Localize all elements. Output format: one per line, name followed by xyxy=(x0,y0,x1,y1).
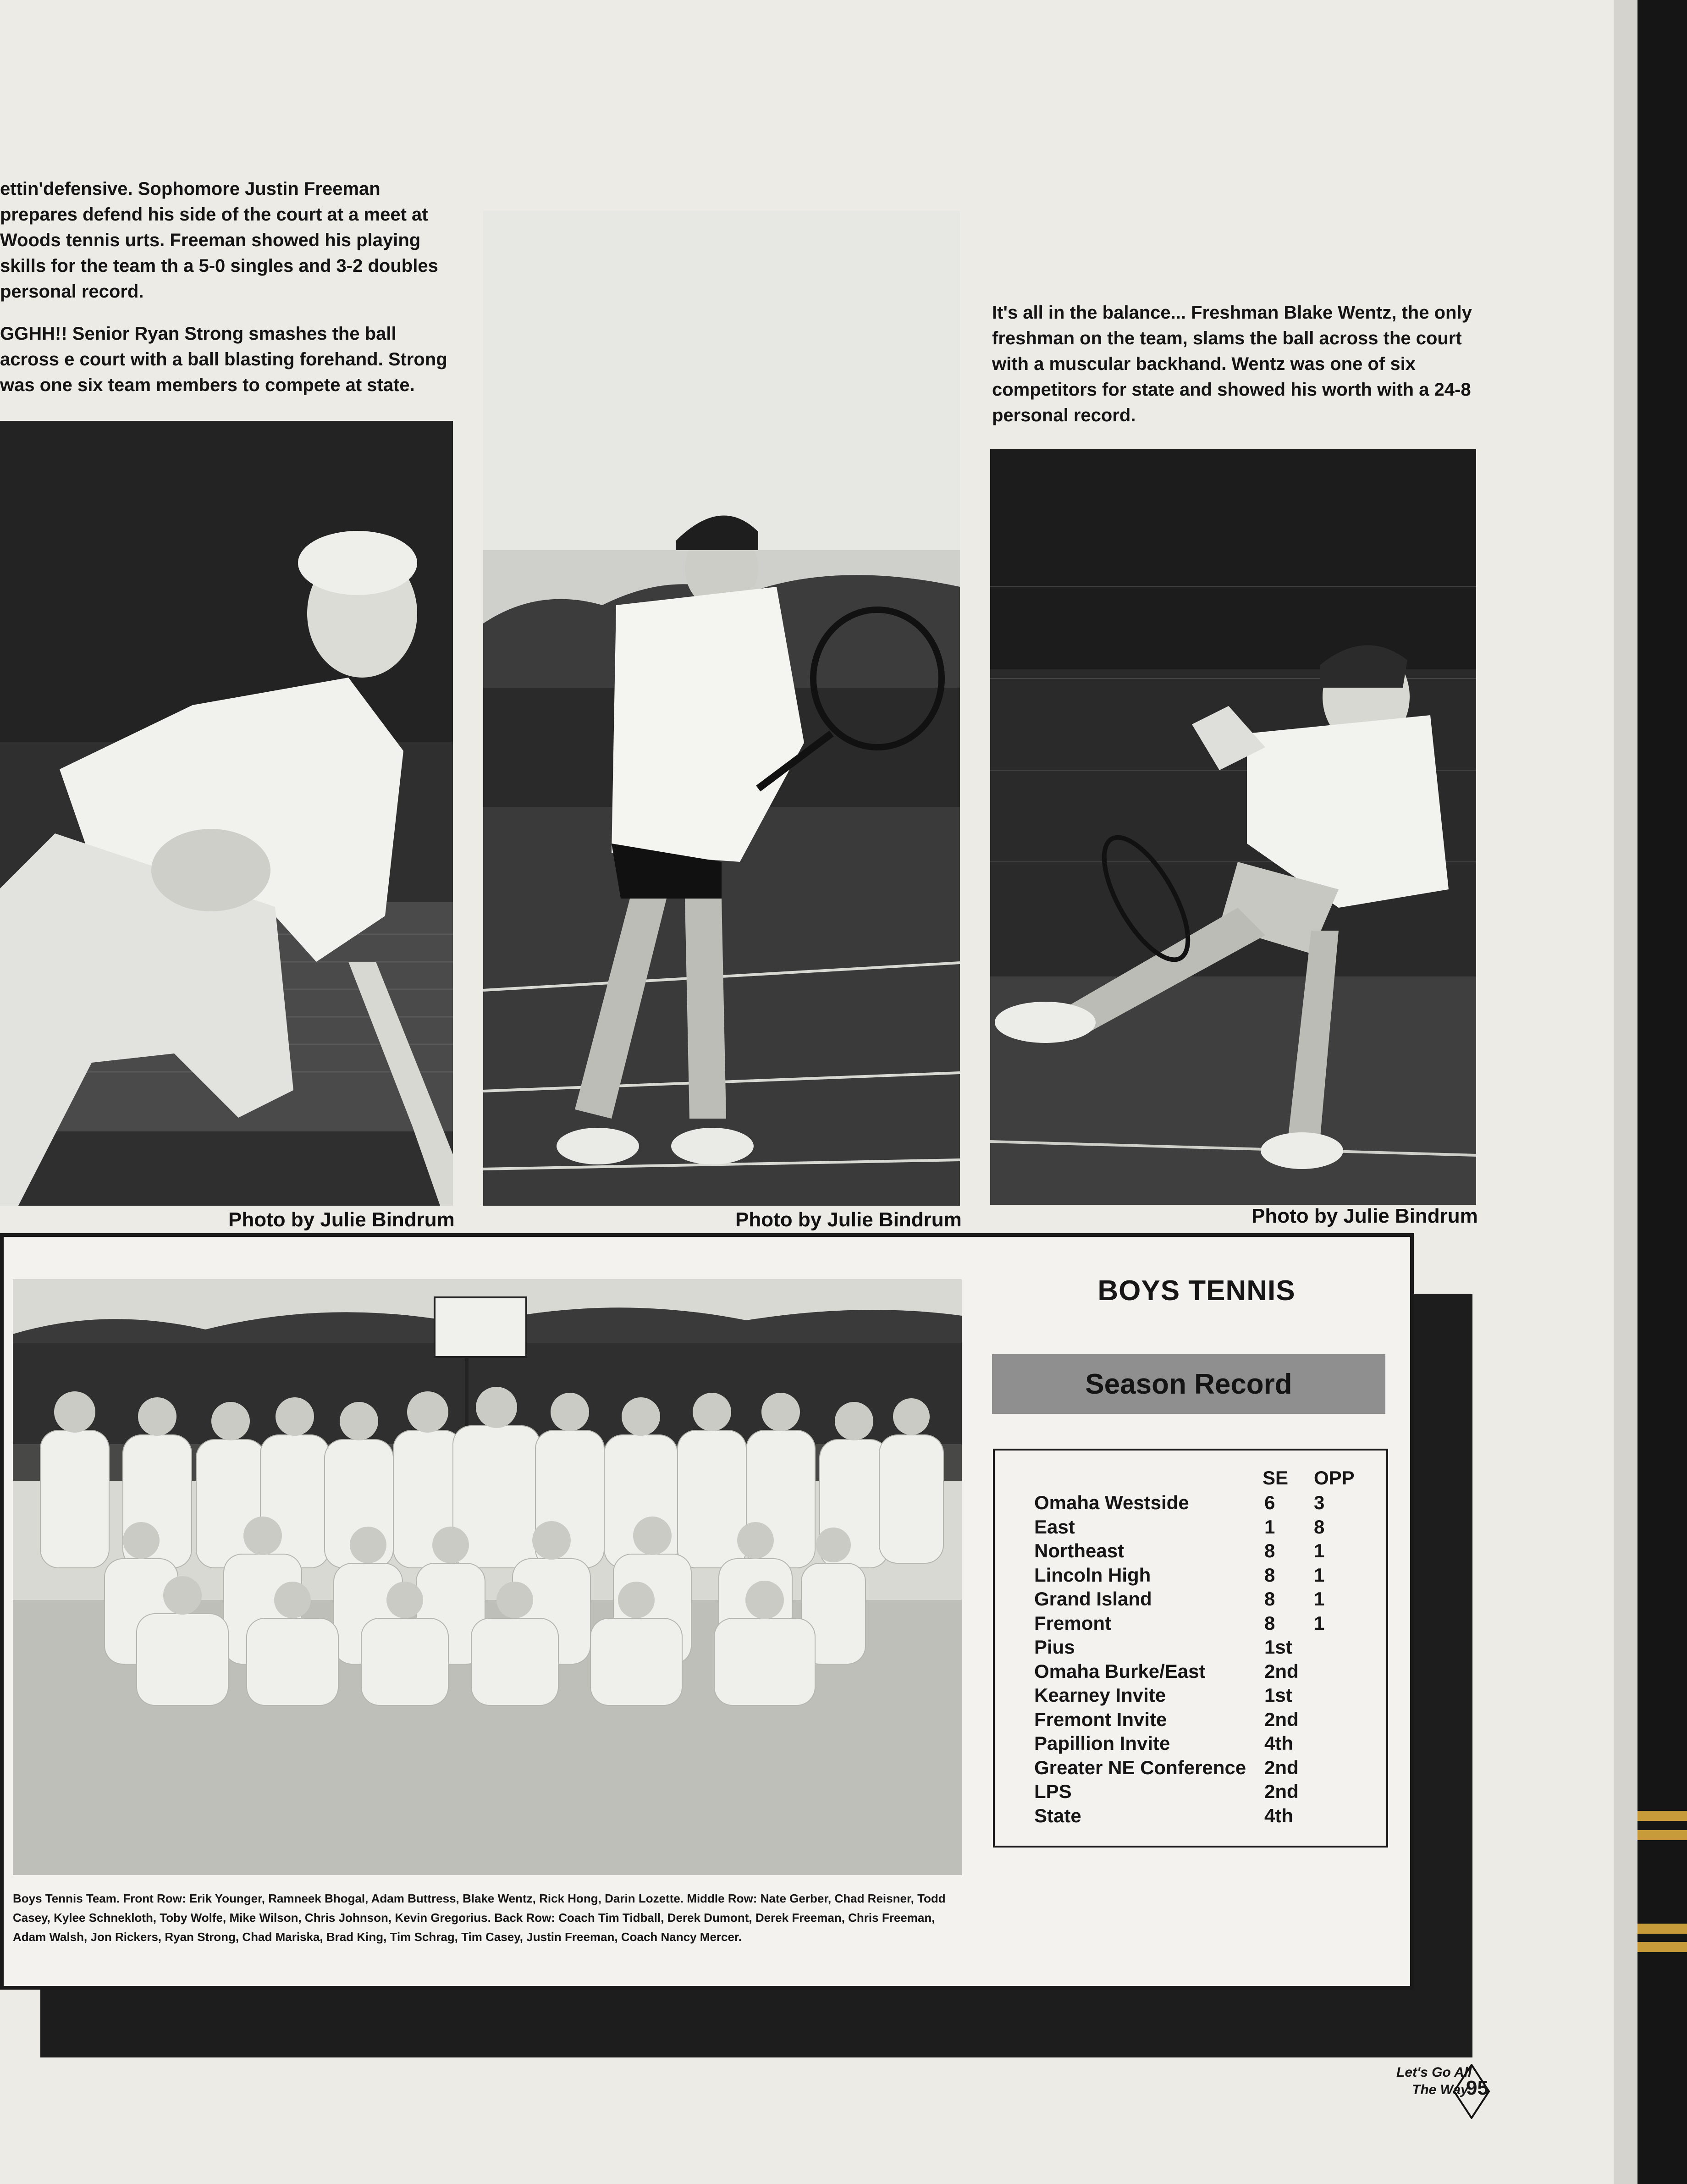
record-opponent: Omaha Westside xyxy=(1034,1492,1189,1513)
photo-wentz-backhand xyxy=(990,449,1476,1205)
record-row xyxy=(995,1636,1386,1660)
record-row xyxy=(995,1588,1386,1612)
photo-strong-forehand xyxy=(0,421,453,1206)
record-row xyxy=(995,1757,1386,1781)
season-record-table xyxy=(993,1449,1388,1848)
photo-team xyxy=(13,1279,962,1875)
record-opp-score: 1 xyxy=(1314,1588,1325,1610)
photo-freeman-ready xyxy=(483,211,960,1206)
column-header-opp: OPP xyxy=(1314,1467,1355,1489)
record-row xyxy=(995,1709,1386,1732)
roster-back-row: Coach Tim Tidball, Derek Dumont, Derek Freeman, Chris Freeman, Adam Walsh, Jon Rickers, Ryan Strong, Chad Mariska, Brad King, Tim Schrag, Tim Casey, Justin Freeman, Coach Nancy Mercer. xyxy=(13,1911,935,1944)
roster-row-label: Back Row: xyxy=(494,1911,556,1925)
record-se-score: 8 xyxy=(1264,1612,1275,1634)
season-record-banner xyxy=(992,1354,1385,1414)
record-opponent: East xyxy=(1034,1516,1075,1538)
record-opp-score: 1 xyxy=(1314,1540,1325,1561)
page-folio xyxy=(1394,2064,1490,2119)
record-se-score: 2nd xyxy=(1264,1756,1299,1778)
record-row xyxy=(995,1660,1386,1684)
record-row xyxy=(995,1564,1386,1588)
binding-stripe xyxy=(1637,1830,1687,1840)
record-se-score: 1st xyxy=(1264,1684,1292,1706)
record-se-score: 2nd xyxy=(1264,1708,1299,1730)
roster-middle-row: Nate Gerber, Chad Reisner, Todd Casey, Kylee Schnekloth, Toby Wolfe, Mike Wilson, Chris Johnson, Kevin Gregorius. xyxy=(13,1892,946,1925)
season-record-label: Season Record xyxy=(1085,1368,1292,1400)
record-row xyxy=(995,1732,1386,1756)
record-opponent: Fremont xyxy=(1034,1612,1111,1634)
caption-lead: It's all in the balance... xyxy=(992,303,1186,323)
record-opp-score: 1 xyxy=(1314,1612,1325,1634)
page-number: 95 xyxy=(1466,2077,1489,2099)
roster-row-label: Middle Row: xyxy=(687,1892,757,1905)
record-opponent: Lincoln High xyxy=(1034,1564,1151,1586)
caption-lead: GGHH!! xyxy=(0,324,67,344)
record-row xyxy=(995,1684,1386,1708)
record-opp-score: 1 xyxy=(1314,1564,1325,1586)
record-opponent: Greater NE Conference xyxy=(1034,1756,1246,1778)
record-opponent: Northeast xyxy=(1034,1540,1125,1561)
record-se-score: 8 xyxy=(1264,1564,1275,1586)
record-row xyxy=(995,1540,1386,1564)
roster-label: Boys Tennis Team. xyxy=(13,1892,120,1905)
column-header-se: SE xyxy=(1262,1467,1289,1489)
record-opponent: Fremont Invite xyxy=(1034,1708,1167,1730)
record-se-score: 1 xyxy=(1264,1516,1275,1538)
folio-slogan-line1: Let's Go All xyxy=(1396,2065,1472,2080)
folio-slogan-line2: The Way xyxy=(1412,2082,1468,2097)
photo-credit: Photo by Julie Bindrum xyxy=(735,1208,962,1231)
record-se-score: 2nd xyxy=(1264,1781,1299,1802)
record-se-score: 8 xyxy=(1264,1588,1275,1610)
caption-body: Freshman Blake Wentz, the only freshman on the team, slams the ball across the court with a muscular backhand. Wentz was one of six competitors for state and showed his worth with a 24-8 personal record. xyxy=(992,303,1472,425)
record-row xyxy=(995,1492,1386,1516)
photo-credit: Photo by Julie Bindrum xyxy=(1251,1205,1478,1227)
record-opponent: State xyxy=(1034,1804,1081,1826)
record-opponent: Grand Island xyxy=(1034,1588,1152,1610)
record-se-score: 4th xyxy=(1264,1732,1293,1754)
binding-stripe xyxy=(1637,1811,1687,1821)
record-opp-score: 3 xyxy=(1314,1492,1325,1513)
record-row xyxy=(995,1781,1386,1804)
caption-lead: ettin'defensive. xyxy=(0,179,133,199)
roster-row-label: Front Row: xyxy=(123,1892,186,1905)
record-opponent: Pius xyxy=(1034,1636,1075,1658)
season-title: BOYS TENNIS xyxy=(1097,1275,1296,1307)
caption-wentz xyxy=(992,300,1483,428)
record-opponent: Omaha Burke/East xyxy=(1034,1660,1206,1682)
photo-credit: Photo by Julie Bindrum xyxy=(228,1208,455,1231)
caption-freeman xyxy=(0,176,454,304)
caption-body: Sophomore Justin Freeman prepares defend his side of the court at a meet at Woods tennis urts. Freeman showed his playing skills for the team th a 5-0 singles and 3-2 doubles personal record. xyxy=(0,179,438,302)
record-se-score: 2nd xyxy=(1264,1660,1299,1682)
record-opp-score: 8 xyxy=(1314,1516,1325,1538)
caption-body: Senior Ryan Strong smashes the ball across e court with a ball blasting forehand. Strong was one six team members to compete at state. xyxy=(0,324,447,395)
roster-front-row: Erik Younger, Ramneek Bhogal, Adam Buttress, Blake Wentz, Rick Hong, Darin Lozette. xyxy=(189,1892,684,1905)
record-opponent: Papillion Invite xyxy=(1034,1732,1170,1754)
caption-strong xyxy=(0,321,454,398)
record-row xyxy=(995,1805,1386,1829)
binding-stripe xyxy=(1637,1942,1687,1952)
record-row xyxy=(995,1612,1386,1636)
binding-stripe xyxy=(1637,1924,1687,1934)
record-se-score: 1st xyxy=(1264,1636,1292,1658)
record-row xyxy=(995,1516,1386,1540)
record-opponent: LPS xyxy=(1034,1781,1072,1802)
binding-edge xyxy=(1637,0,1687,2184)
record-opponent: Kearney Invite xyxy=(1034,1684,1166,1706)
record-se-score: 8 xyxy=(1264,1540,1275,1561)
record-se-score: 4th xyxy=(1264,1804,1293,1826)
record-se-score: 6 xyxy=(1264,1492,1275,1513)
team-roster-caption xyxy=(13,1889,962,1947)
page-gutter xyxy=(1614,0,1637,2184)
